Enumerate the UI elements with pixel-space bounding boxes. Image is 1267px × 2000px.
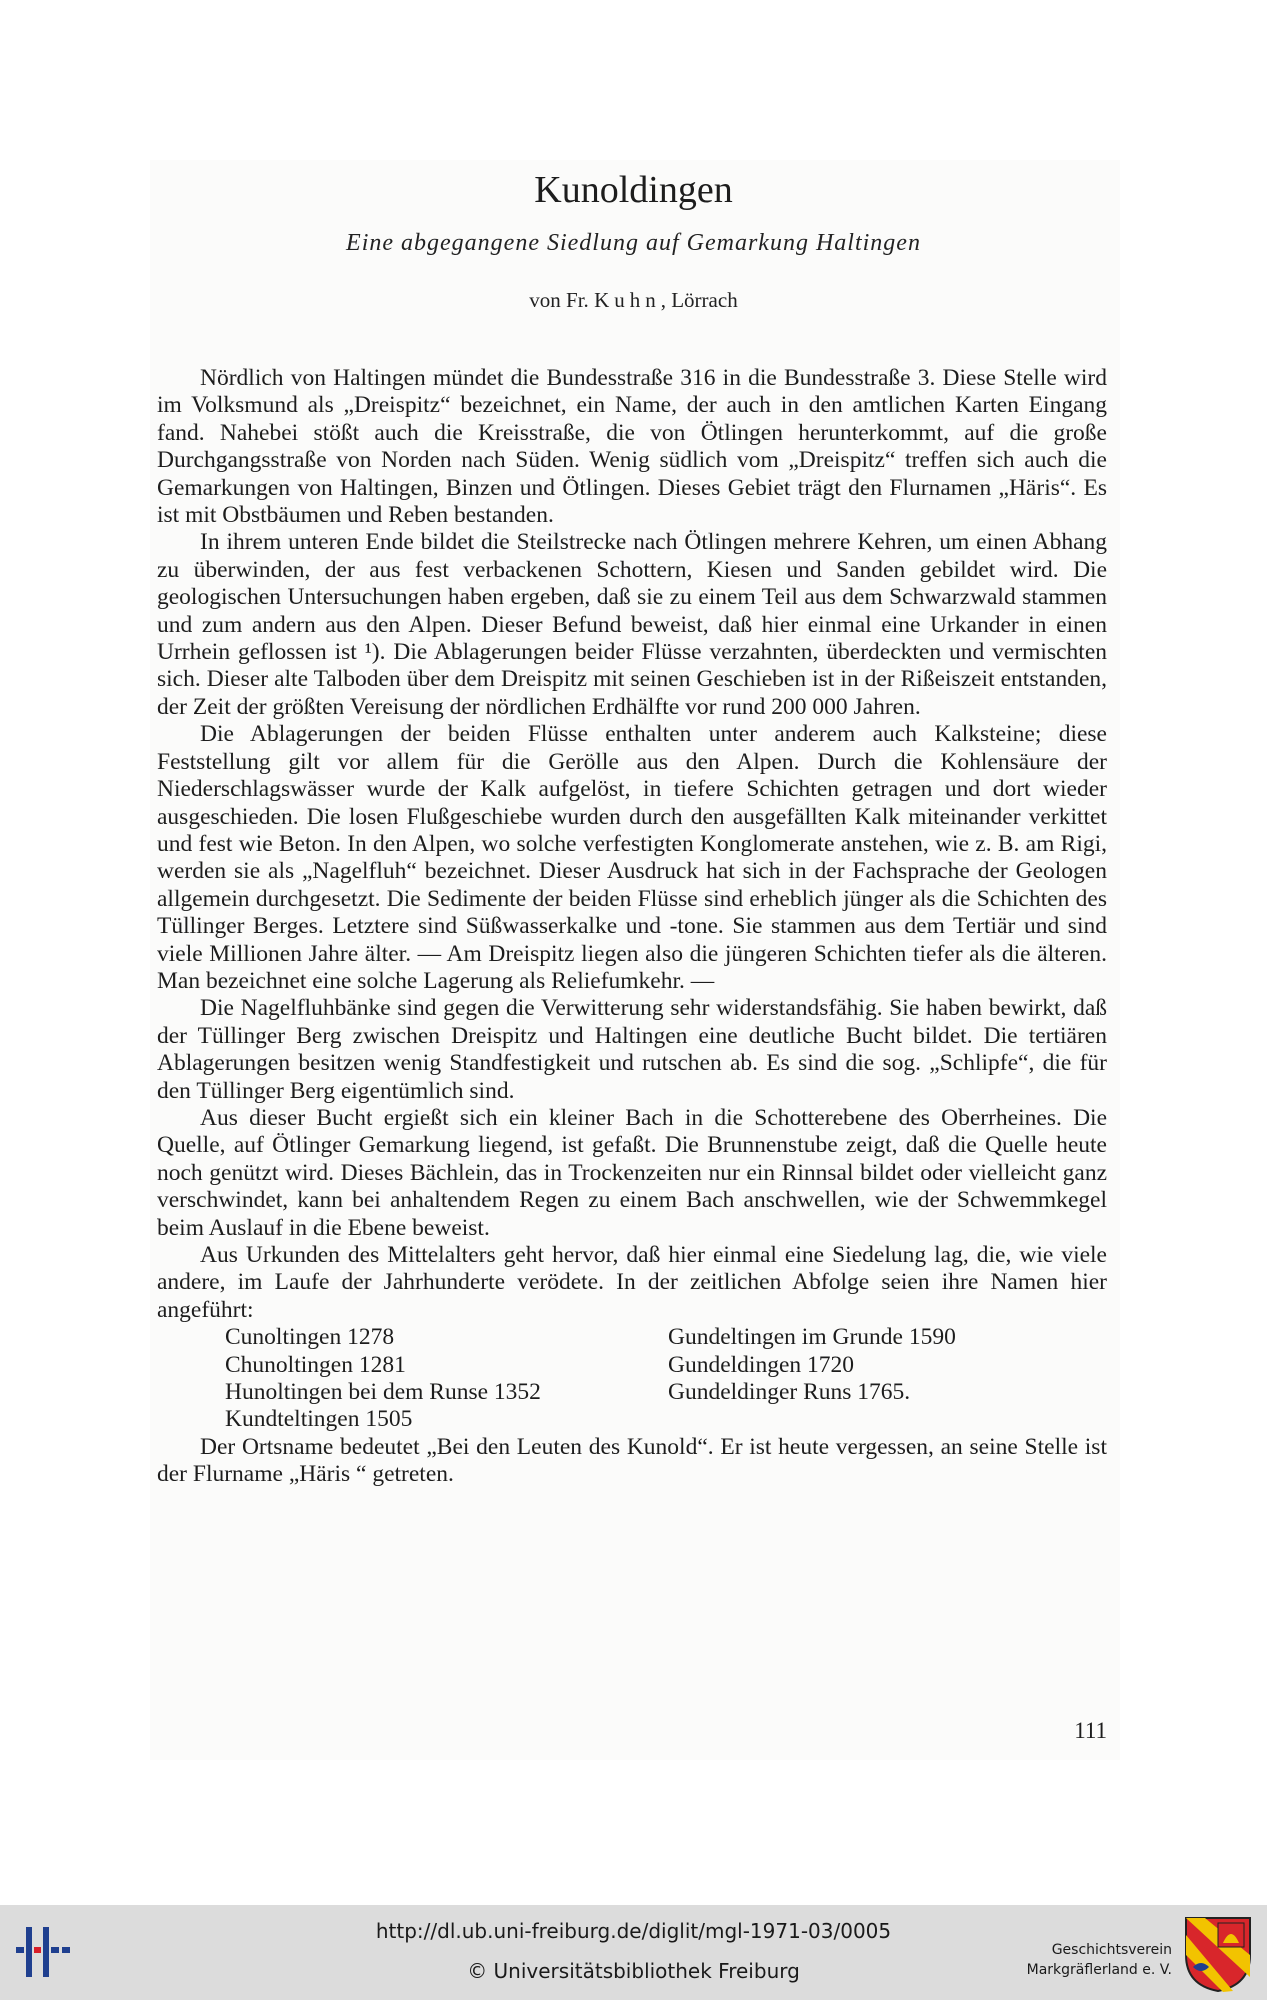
place-name-item: Hunoltingen bei dem Runse 1352 (225, 1379, 541, 1406)
byline-place: , Lörrach (660, 288, 738, 312)
paragraph: Nördlich von Haltingen mündet die Bundesstraße 316 in die Bundesstraße 3. Diese Stelle wird im Volksmund als „Dreispitz“ bezeichnet, ein Name, der auch in den amtlichen Karten Eingang fand. Nahebei stößt auch die Kreisstraße, die von Ötlingen herunterkommt, auf die große Durchgangsstraße von Norden nach Süden. Wenig südlich vom „Dreispitz“ treffen sich auch die Gemarkungen von Haltingen, Binzen und Ötlingen. Dieses Gebiet trägt den Flurnamen „Häris“. Es ist mit Obstbäumen und Reben bestanden. (157, 365, 1107, 529)
place-name-item: Chunoltingen 1281 (225, 1351, 406, 1378)
place-name-item: Cunoltingen 1278 (225, 1324, 395, 1351)
page-number: 111 (1074, 1718, 1107, 1743)
copyright-notice: © Universitätsbibliothek Freiburg (467, 1959, 800, 1983)
viewer-footer (0, 1905, 1267, 2000)
coat-of-arms-icon (1183, 1915, 1253, 1993)
byline-author: Kuhn (594, 288, 661, 312)
article-body (157, 365, 1107, 1489)
organization-name (1027, 1940, 1172, 1980)
permalink-url[interactable]: http://dl.ub.uni-freiburg.de/diglit/mgl-1971-03/0005 (375, 1919, 892, 1943)
paragraph: Aus dieser Bucht ergießt sich ein kleiner Bach in die Schotterebene des Oberrheines. Die Quelle, auf Ötlinger Gemarkung liegend, ist gefaßt. Die Brunnenstube zeigt, daß die Quelle heute noch genützt wird. Dieses Bächlein, das in Trockenzeiten nur ein Rinnsal bildet oder vielleicht ganz verschwindet, kann bei anhaltendem Regen zu einem Bach anschwellen, wie der Schwemmkegel beim Auslauf in die Ebene beweist. (157, 1104, 1107, 1241)
article-byline (0, 288, 1267, 313)
paragraph: Die Nagelfluhbänke sind gegen die Verwitterung sehr widerstandsfähig. Sie haben bewirkt, daß der Tüllinger Berg zwischen Dreispitz und Haltingen eine deutliche Bucht bildet. Die tertiären Ablagerungen besitzen wenig Standfestigkeit und rutschen ab. Es sind die sog. „Schlipfe“, die für den Tüllinger Berg eigentümlich sind. (157, 995, 1107, 1104)
place-name-item: Gundeltingen im Grunde 1590 (668, 1324, 956, 1351)
paragraph: In ihrem unteren Ende bildet die Steilstrecke nach Ötlingen mehrere Kehren, um einen Abhang zu überwinden, der aus fest verbackenen Schottern, Kiesen und Sanden gebildet wird. Die geologischen Untersuchungen haben ergeben, daß sie zu einem Teil aus dem Schwarzwald stammen und zum andern aus den Alpen. Dieser Befund beweist, daß hier einmal eine Urkander in einen Urrhein geflossen ist ¹). Die Ablagerungen beider Flüsse verzahnten, überdeckten und vermischten sich. Dieser alte Talboden über dem Dreispitz mit seinen Geschieben ist in der Rißeiszeit entstanden, der Zeit der größten Vereisung der nördlichen Erdhälfte vor rund 200 000 Jahren. (157, 529, 1107, 720)
place-name-item (668, 1406, 1068, 1433)
paragraph: Der Ortsname bedeutet „Bei den Leuten des Kunold“. Er ist heute vergessen, an seine Stelle ist der Flurname „Häris “ getreten. (157, 1433, 1107, 1488)
place-name-item: Kundteltingen 1505 (225, 1406, 413, 1433)
paragraph: Aus Urkunden des Mittelalters geht hervor, daß hier einmal eine Siedelung lag, die, wie viele andere, im Laufe der Jahrhunderte verödete. In der zeitlichen Abfolge seien ihre Namen hier angeführt: (157, 1242, 1107, 1323)
org-line: Markgräflerland e. V. (1026, 1962, 1172, 1978)
place-name-item: Gundeldinger Runs 1765. (668, 1379, 911, 1406)
paragraph: Die Ablagerungen der beiden Flüsse enthalten unter anderem auch Kalksteine; diese Feststellung gilt vor allem für die Gerölle aus den Alpen. Durch die Kohlensäure der Niederschlagswässer wurde der Kalk aufgelöst, in tiefere Schichten getragen und dort wieder ausgeschieden. Die losen Flußgeschiebe wurden durch den ausgefällten Kalk miteinander verkittet und fest wie Beton. In den Alpen, wo solche verfestigten Konglomerate anstehen, wie z. B. am Rigi, werden sie als „Nagelfluh“ bezeichnet. Dieser Ausdruck hat sich in der Fachsprache der Geologen allgemein durchgesetzt. Die Sedimente der beiden Flüsse sind erheblich jünger als die Schichten des Tüllinger Berges. Letztere sind Süßwasserkalke und -tone. Sie stammen aus dem Tertiär und sind viele Millionen Jahre älter. — Am Dreispitz liegen also die jüngeren Schichten tiefer als die älteren. Man bezeichnet eine solche Lagerung als Reliefumkehr. — (157, 721, 1107, 994)
place-name-item: Gundeldingen 1720 (668, 1351, 855, 1378)
byline-prefix: von Fr. (529, 288, 589, 312)
org-line: Geschichtsverein (1051, 1942, 1172, 1958)
article-title: Kunoldingen (534, 169, 733, 211)
place-name-list (225, 1324, 1107, 1434)
article-subtitle: Eine abgegangene Siedlung auf Gemarkung Haltingen (346, 230, 921, 256)
